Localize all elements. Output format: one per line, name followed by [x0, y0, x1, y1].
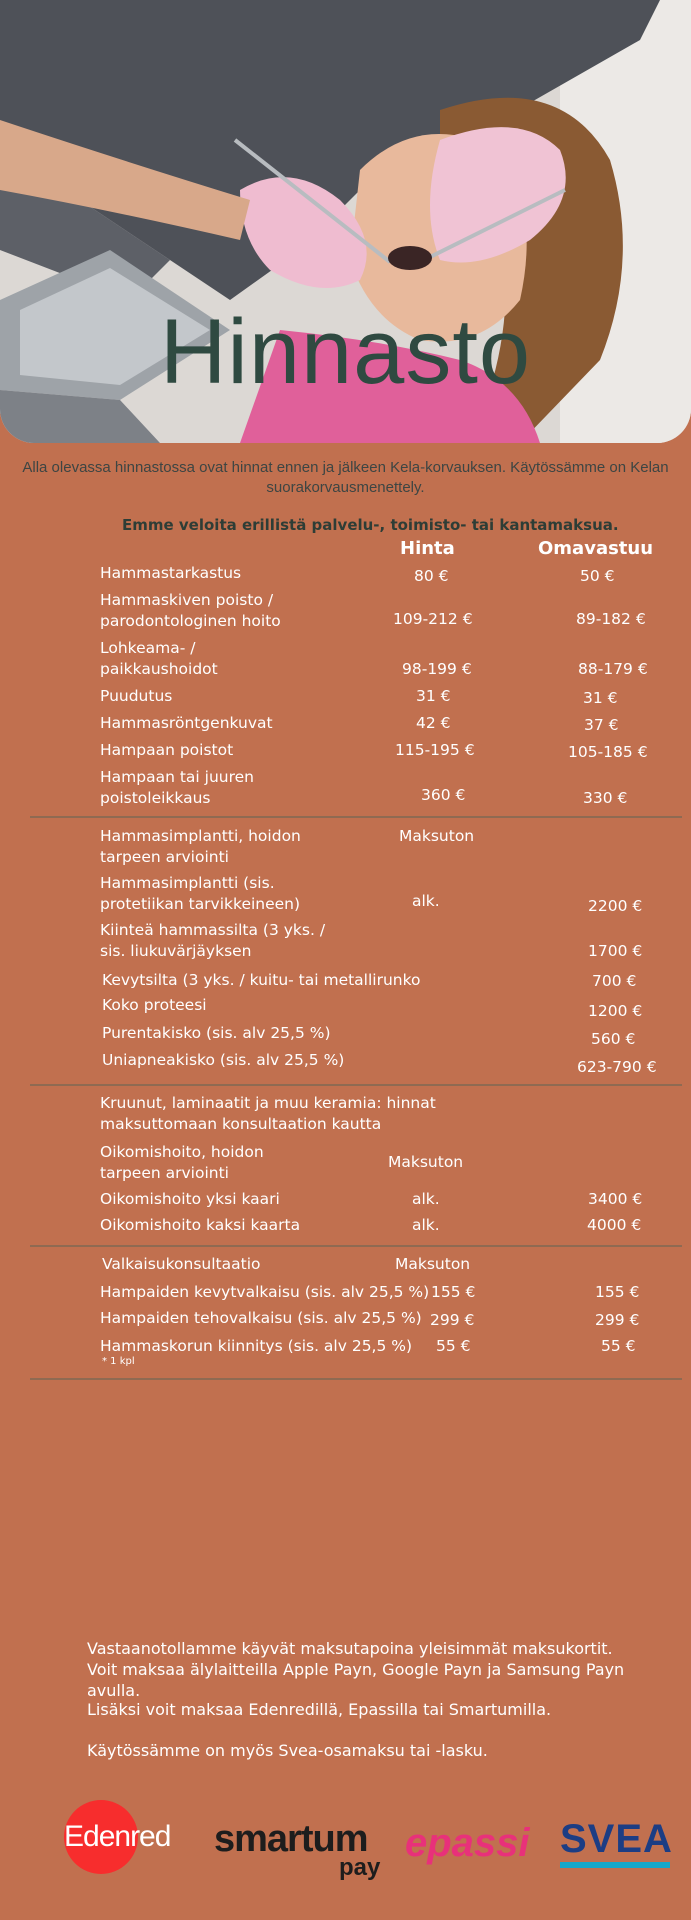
- smartum-logo: [214, 1818, 381, 1881]
- row-price: alk.: [412, 1190, 440, 1208]
- svea-logo-underline: [560, 1862, 670, 1868]
- row-price: 299 €: [430, 1311, 475, 1329]
- row-price: 80 €: [414, 567, 449, 585]
- row-price: 155 €: [431, 1283, 476, 1301]
- row-own-share: 2200 €: [588, 897, 643, 915]
- payment-info-svea: Käytössämme on myös Svea-osamaksu tai -lasku.: [87, 1741, 488, 1760]
- section-divider: [30, 1245, 682, 1247]
- svea-logo: [560, 1818, 672, 1868]
- footnote: * 1 kpl: [102, 1356, 135, 1367]
- row-own-share: 1700 €: [588, 942, 643, 960]
- row-price: 360 €: [421, 786, 466, 804]
- row-own-share: 3400 €: [588, 1190, 643, 1208]
- row-service: Hammaskorun kiinnitys (sis. alv 25,5 %): [100, 1337, 413, 1355]
- row-service: Hampaan tai juuren poistoleikkaus: [100, 768, 254, 807]
- row-price: Maksuton: [399, 827, 475, 845]
- row-own-share: 299 €: [595, 1311, 640, 1329]
- row-service: Puudutus: [100, 687, 173, 705]
- row-service: Kiinteä hammassilta (3 yks. / sis. liukuvärjäyksen: [100, 921, 326, 960]
- epassi-logo-text: epassi: [405, 1821, 530, 1865]
- section-divider: [30, 816, 682, 818]
- row-price: 115-195 €: [395, 741, 475, 759]
- row-own-share: 330 €: [583, 789, 628, 807]
- row-service: Hammasröntgenkuvat: [100, 714, 273, 732]
- row-own-share: 31 €: [583, 689, 618, 707]
- row-price: Maksuton: [388, 1153, 464, 1171]
- smartum-logo-sub: pay: [339, 1854, 381, 1881]
- row-service: Hammaskiven poisto / parodontologinen hoito: [100, 591, 281, 630]
- row-own-share: 50 €: [580, 567, 615, 585]
- row-service: Valkaisukonsultaatio: [102, 1255, 261, 1273]
- row-price: alk.: [412, 1216, 440, 1234]
- column-header-price: Hinta: [400, 538, 455, 559]
- row-price: 98-199 €: [402, 660, 472, 678]
- edenred-logo: [64, 1800, 188, 1876]
- row-own-share: 700 €: [592, 972, 637, 990]
- row-service: Koko proteesi: [102, 996, 207, 1014]
- column-header-own-share: Omavastuu: [538, 538, 654, 559]
- page-title: Hinnasto: [159, 301, 532, 403]
- row-own-share: 560 €: [591, 1030, 636, 1048]
- row-price: 55 €: [436, 1337, 471, 1355]
- row-own-share: 1200 €: [588, 1002, 643, 1020]
- row-service: Lohkeama- / paikkaushoidot: [100, 639, 218, 678]
- notice-text: Emme veloita erillistä palvelu-, toimisto- tai kantamaksua.: [122, 516, 619, 534]
- intro-text: Alla olevassa hinnastossa ovat hinnat ennen ja jälkeen Kela-korvauksen. Käytössämme on Kelan suorakorvausmenettely.: [22, 459, 669, 496]
- row-own-share: 88-179 €: [578, 660, 648, 678]
- row-own-share: 89-182 €: [576, 610, 646, 628]
- payment-info-wallets: Lisäksi voit maksaa Edenredillä, Epassilla tai Smartumilla.: [87, 1700, 552, 1719]
- row-service: Kruunut, laminaatit ja muu keramia: hinnat maksuttomaan konsultaation kautta: [100, 1094, 436, 1133]
- section-divider: [30, 1378, 682, 1380]
- payment-info-cards: Vastaanotollamme käyvät maksutapoina yleisimmät maksukortit. Voit maksaa älylaitteilla Apple Payn, Google Payn ja Samsung Payn avulla.: [87, 1639, 625, 1700]
- row-price: 42 €: [416, 714, 451, 732]
- row-service: Kevytsilta (3 yks. / kuitu- tai metallirunko: [102, 971, 421, 989]
- row-service: Hammasimplantti, hoidon tarpeen arviointi: [100, 827, 301, 866]
- hero-image: [0, 0, 691, 443]
- row-service: Oikomishoito yksi kaari: [100, 1190, 280, 1208]
- svea-logo-text: SVEA: [560, 1817, 673, 1861]
- row-own-share: 55 €: [601, 1337, 636, 1355]
- row-service: Hampaan poistot: [100, 741, 234, 759]
- row-price: 31 €: [416, 687, 451, 705]
- row-own-share: 37 €: [584, 716, 619, 734]
- edenred-logo-text: Edenred: [64, 1820, 171, 1853]
- row-service: Oikomishoito, hoidon tarpeen arviointi: [100, 1143, 264, 1182]
- row-service: Uniapneakisko (sis. alv 25,5 %): [102, 1051, 345, 1069]
- section-divider: [30, 1084, 682, 1086]
- row-own-share: 155 €: [595, 1283, 640, 1301]
- row-price: 109-212 €: [393, 610, 473, 628]
- row-service: Hammastarkastus: [100, 564, 242, 582]
- row-service: Oikomishoito kaksi kaarta: [100, 1216, 301, 1234]
- smartum-logo-text: smartum: [214, 1818, 368, 1860]
- row-price: Maksuton: [395, 1255, 471, 1273]
- row-service: Hammasimplantti (sis. protetiikan tarvikkeineen): [100, 874, 301, 913]
- row-own-share: 623-790 €: [577, 1058, 657, 1076]
- row-own-share: 4000 €: [587, 1216, 642, 1234]
- row-service: Hampaiden kevytvalkaisu (sis. alv 25,5 %): [100, 1283, 430, 1301]
- row-own-share: 105-185 €: [568, 743, 648, 761]
- epassi-logo: [405, 1820, 530, 1866]
- row-price: alk.: [412, 892, 440, 910]
- row-service: Purentakisko (sis. alv 25,5 %): [102, 1024, 331, 1042]
- row-service: Hampaiden tehovalkaisu (sis. alv 25,5 %): [100, 1309, 422, 1327]
